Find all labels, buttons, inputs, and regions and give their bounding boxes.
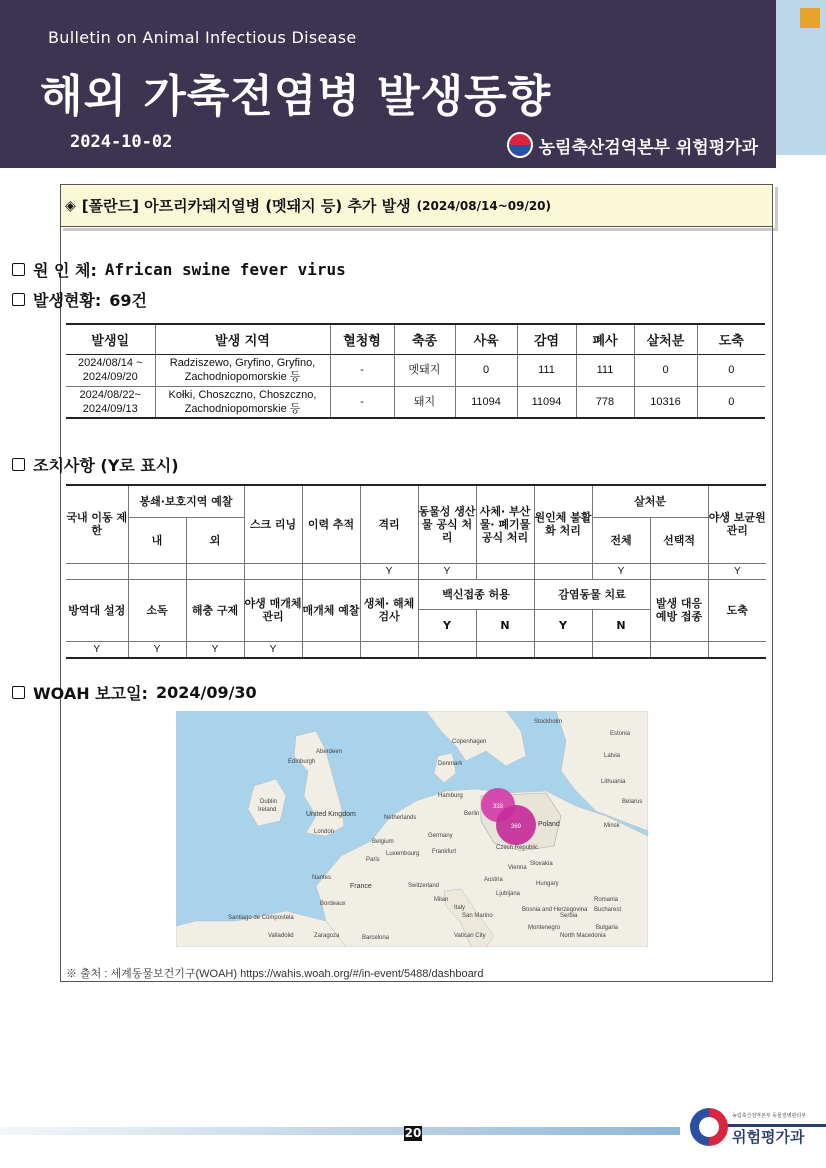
- value-cell: [360, 641, 418, 658]
- col-header: 발생 지역: [155, 324, 330, 354]
- table-header-row: [66, 324, 765, 354]
- map-label: Ljubljana: [496, 891, 521, 897]
- measure-slaughter: 도축: [708, 579, 766, 641]
- map-label: Latvia: [604, 753, 621, 759]
- map-label: North Macedonia: [560, 933, 606, 939]
- col-header: 폐사: [576, 324, 634, 354]
- measure-vaccine: 백신접종 허용: [418, 579, 534, 609]
- measure-wildlife: 야생 보균원 관리: [708, 485, 766, 563]
- region-line: Zachodniopomorskie 등: [184, 402, 301, 415]
- infected-cell: 111: [517, 354, 576, 386]
- map-label: San Marino: [462, 913, 493, 919]
- value-cell: [534, 641, 592, 658]
- measure-carcass: 사체· 부산물· 폐기물 공식 처리: [476, 485, 534, 563]
- value-cell: Y: [708, 563, 766, 579]
- value-cell: Y: [418, 563, 476, 579]
- value-cell: [66, 563, 128, 579]
- map-label: Bucharest: [594, 907, 622, 913]
- region-cell: [155, 354, 330, 386]
- map-label: Netherlands: [384, 815, 417, 821]
- map-label: Milan: [434, 897, 449, 903]
- publisher-label: 농림축산검역본부 위험평가과: [538, 137, 758, 158]
- measure-treat-y: Y: [534, 609, 592, 641]
- taegeuk-icon: [507, 132, 533, 158]
- map-label: Santiago de Compostela: [228, 915, 294, 921]
- map-label: Italy: [454, 905, 466, 911]
- map-label: Berlin: [464, 811, 480, 817]
- date-start: 2024/08/22~: [79, 388, 141, 401]
- col-header: 사육: [455, 324, 517, 354]
- map-label: Montenegro: [528, 925, 561, 931]
- measure-cull-all: 전체: [592, 517, 650, 563]
- region-line: Zachodniopomorskie 등: [184, 371, 301, 383]
- value-cell: [650, 563, 708, 579]
- map-label: Czech Republic: [496, 845, 539, 851]
- value-cell: [186, 563, 244, 579]
- footer-bar: [0, 1127, 680, 1135]
- value-cell: [476, 641, 534, 658]
- map-label: Bosnia and Herzegovina: [522, 907, 588, 913]
- region-line: Radziszewo, Gryfino, Gryfino,: [169, 357, 316, 369]
- culled-cell: 10316: [634, 386, 697, 418]
- reared-cell: 11094: [455, 386, 517, 418]
- page-title: 해외 가축전염병 발생동향: [40, 71, 552, 122]
- map-label: Poland: [538, 821, 560, 828]
- section-heading: [61, 185, 772, 227]
- status-label: 발생현황:: [33, 291, 102, 310]
- date-end: 2024/09/13: [82, 402, 138, 415]
- map-label: Ireland: [258, 807, 277, 813]
- measures-table: [66, 484, 766, 659]
- value-cell: [708, 641, 766, 658]
- outbreak-map: [176, 711, 648, 947]
- measure-zone: 봉쇄·보호지역 예찰: [128, 485, 244, 517]
- value-cell: Y: [244, 641, 302, 658]
- footer-org: 위험평가과: [732, 1128, 805, 1146]
- map-label: Paris: [366, 857, 380, 863]
- side-accent-square: [800, 8, 820, 28]
- measure-inactivate: 원인체 불활화 처리: [534, 485, 592, 563]
- map-label: Austria: [484, 877, 503, 883]
- bulletin-subtitle: Bulletin on Animal Infectious Disease: [48, 28, 357, 47]
- serotype-cell: -: [330, 354, 394, 386]
- map-label: Switzerland: [408, 883, 440, 889]
- date-end: 2024/09/20: [82, 371, 138, 383]
- culled-cell: 0: [634, 354, 697, 386]
- cause-label: 원 인 체:: [33, 261, 97, 280]
- value-cell: Y: [66, 641, 128, 658]
- measure-cull: 살처분: [592, 485, 708, 517]
- map-label: Slovakia: [530, 861, 553, 867]
- map-label: Copenhagen: [452, 739, 487, 745]
- date-start: 2024/08/14 ~: [77, 357, 143, 369]
- value-cell: [476, 563, 534, 579]
- value-cell: Y: [592, 563, 650, 579]
- measure-movement: 국내 이동 제한: [66, 485, 128, 563]
- measures-header-row: [66, 485, 766, 517]
- checkbox-square-icon: [12, 458, 25, 471]
- value-cell: [592, 641, 650, 658]
- species-cell: 돼지: [394, 386, 455, 418]
- map-label: Denmark: [438, 761, 463, 767]
- status-value: 69건: [109, 291, 147, 310]
- measure-screening: 스크 리닝: [244, 485, 302, 563]
- header-banner: [0, 0, 776, 168]
- map-label: Barcelona: [362, 935, 390, 941]
- map-label: Lithuania: [601, 779, 626, 785]
- map-label: Aberdeen: [316, 749, 343, 755]
- infected-cell: 11094: [517, 386, 576, 418]
- measure-dissection: 생체· 해체 검사: [360, 579, 418, 641]
- col-header: 혈청형: [330, 324, 394, 354]
- section-period: (2024/08/14~09/20): [416, 198, 552, 213]
- measure-prevent: 발생 대응 예방 접종: [650, 579, 708, 641]
- outbreak-table: [66, 323, 765, 419]
- map-label: Bordeaux: [320, 901, 346, 907]
- woah-line: [12, 681, 257, 704]
- footer-small-org: 농림축산검역본부 동물질병관리부: [732, 1113, 807, 1119]
- marker-count: 333: [492, 804, 504, 810]
- map-label: Germany: [428, 833, 453, 839]
- agency-logo-icon: [690, 1108, 728, 1146]
- map-label: Belarus: [622, 799, 643, 805]
- date-cell: [66, 354, 155, 386]
- value-cell: [650, 641, 708, 658]
- checkbox-square-icon: [12, 293, 25, 306]
- cause-line: [12, 258, 346, 281]
- measure-pest: 해충 구제: [186, 579, 244, 641]
- map-label: Dublin: [260, 799, 278, 805]
- measure-cull-select: 선택적: [650, 517, 708, 563]
- measure-wild-vector: 야생 매개체 관리: [244, 579, 302, 641]
- value-cell: [302, 641, 360, 658]
- measure-quarantine: 격리: [360, 485, 418, 563]
- map-label: Serbia: [560, 913, 578, 919]
- map-label: Nantes: [312, 875, 332, 881]
- value-cell: [418, 641, 476, 658]
- measure-treat-n: N: [592, 609, 650, 641]
- table-row: [66, 386, 765, 418]
- slaughtered-cell: 0: [697, 354, 765, 386]
- col-header: 감염: [517, 324, 576, 354]
- map-label: Estonia: [610, 731, 631, 737]
- cause-value: African swine fever virus: [104, 260, 346, 279]
- map-label: Romania: [594, 897, 619, 903]
- date-cell: [66, 386, 155, 418]
- map-label: Bulgaria: [596, 925, 619, 931]
- measures-line: [12, 453, 179, 476]
- woah-label: WOAH 보고일:: [33, 684, 148, 703]
- table-row: [66, 354, 765, 386]
- map-label: Vatican City: [454, 933, 486, 939]
- col-header: 축종: [394, 324, 455, 354]
- map-label: Hungary: [536, 881, 559, 887]
- serotype-cell: -: [330, 386, 394, 418]
- measure-trace: 이력 추적: [302, 485, 360, 563]
- issue-date: 2024-10-02: [70, 132, 173, 152]
- slaughtered-cell: 0: [697, 386, 765, 418]
- map-label: United Kingdom: [306, 811, 356, 818]
- map-label: Edinburgh: [288, 759, 316, 765]
- map-label: Minsk: [604, 823, 620, 829]
- measure-zone-in: 내: [128, 517, 186, 563]
- region-cell: [155, 386, 330, 418]
- marker-count: 369: [510, 824, 522, 830]
- col-header: 살처분: [634, 324, 697, 354]
- diamond-icon: ◈: [65, 197, 76, 214]
- measure-treat: 감염동물 치료: [534, 579, 650, 609]
- measure-zoning: 방역대 설정: [66, 579, 128, 641]
- page-number: 20: [404, 1126, 422, 1140]
- measures-value-row-2: [66, 641, 766, 658]
- dead-cell: 778: [576, 386, 634, 418]
- measure-zone-out: 외: [186, 517, 244, 563]
- woah-value: 2024/09/30: [155, 683, 257, 702]
- map-label: Valladolid: [268, 933, 294, 939]
- reared-cell: 0: [455, 354, 517, 386]
- measures-value-row: [66, 563, 766, 579]
- map-label: Belgium: [372, 839, 394, 845]
- map-label: Hamburg: [438, 793, 463, 799]
- col-header: 발생일: [66, 324, 155, 354]
- map-label: Frankfurt: [432, 849, 457, 855]
- map-label: Vienna: [508, 865, 527, 871]
- map-label: Luxembourg: [386, 851, 420, 857]
- measure-product: 동물성 생산물 공식 처리: [418, 485, 476, 563]
- col-header: 도축: [697, 324, 765, 354]
- map-label: France: [350, 883, 372, 890]
- region-line: Kołki, Choszczno, Choszczno,: [168, 388, 317, 401]
- checkbox-square-icon: [12, 686, 25, 699]
- value-cell: [244, 563, 302, 579]
- map-label: Zaragoza: [314, 933, 340, 939]
- value-cell: Y: [186, 641, 244, 658]
- measures-header-row-2: [66, 579, 766, 609]
- map-label: London: [314, 829, 335, 835]
- publisher: [507, 132, 758, 158]
- value-cell: Y: [360, 563, 418, 579]
- source-note: ※ 출처 : 세계동물보건기구(WOAH) https://wahis.woah.org/#/in-event/5488/dashboard: [66, 968, 484, 980]
- value-cell: [128, 563, 186, 579]
- status-line: [12, 288, 147, 311]
- value-cell: [302, 563, 360, 579]
- dead-cell: 111: [576, 354, 634, 386]
- measure-vaccine-n: N: [476, 609, 534, 641]
- section-title: [폴란드] 아프리카돼지열병 (멧돼지 등) 추가 발생: [81, 197, 411, 215]
- map-label: Stockholm: [534, 719, 563, 725]
- species-cell: 멧돼지: [394, 354, 455, 386]
- measures-label: 조치사항 (Y로 표시): [33, 456, 179, 475]
- checkbox-square-icon: [12, 263, 25, 276]
- value-cell: [534, 563, 592, 579]
- measure-vector-watch: 매개체 예찰: [302, 579, 360, 641]
- value-cell: Y: [128, 641, 186, 658]
- measure-vaccine-y: Y: [418, 609, 476, 641]
- measure-disinfect: 소독: [128, 579, 186, 641]
